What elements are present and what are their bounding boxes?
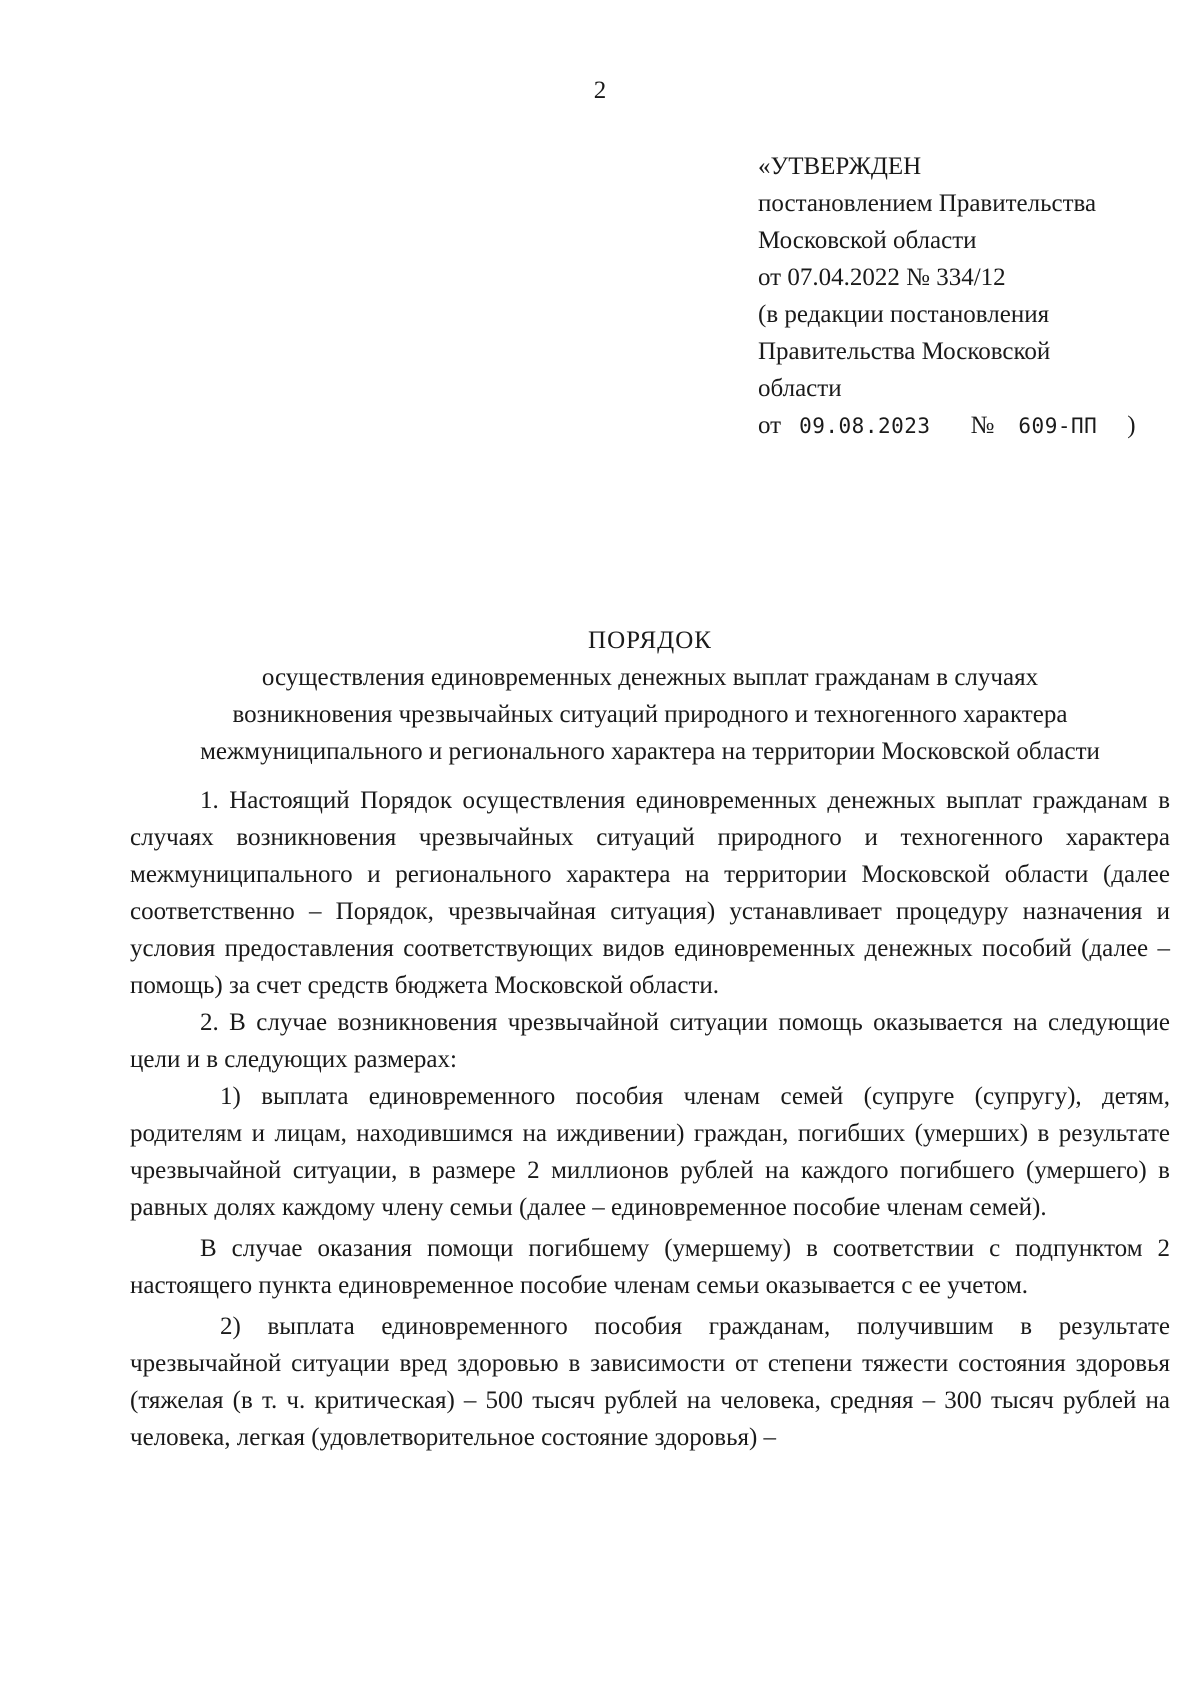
number-sign: № [970,412,995,439]
approval-line: Московской области [758,227,977,254]
document-subtitle-line: межмуниципального и регионального характера на территории Московской области [200,738,1100,765]
approval-line: постановлением Правительства [758,190,1097,217]
amendment-number: 609-ПП [1018,414,1098,438]
approval-line: Правительства Московской [758,338,1051,365]
document-title: ПОРЯДОК [588,627,712,654]
closing-paren: ) [1127,412,1136,439]
page-number: 2 [593,77,607,104]
approval-line: «УТВЕРЖДЕН [758,153,922,180]
paragraph-2: 2. В случае возникновения чрезвычайной ситуации помощь оказывается на следующие цели и в следующих размерах: [130,1009,1170,1073]
subparagraph-2: 2) выплата единовременного пособия гражданам, получившим в результате чрезвычайной ситуации вред здоровью в зависимости от степени тяжести состояния здоровья (тяжелая (в т. ч. критическая) – 500 тысяч рублей на человека, средняя – 300 тысяч рублей на человека, легкая (удовлетворительное состояние здоровья) – [130,1313,1170,1451]
approval-line: области [758,375,842,402]
subparagraph-1: 1) выплата единовременного пособия членам семей (супруге (супругу), детям, родителям и лицам, находившимся на иждивении) граждан, погибших (умерших) в результате чрезвычайной ситуации, в размере 2 миллионов рублей на каждого погибшего (умершего) в равных долях каждому члену семьи (далее – единовременное пособие членам семей). [130,1083,1170,1221]
document-subtitle-line: возникновения чрезвычайных ситуаций природного и техногенного характера [232,701,1068,728]
paragraph-1: 1. Настоящий Порядок осуществления единовременных денежных выплат гражданам в случаях возникновения чрезвычайных ситуаций природного и техногенного характера межмуниципального и регионального характера на территории Московской области (далее соответственно – Порядок, чрезвычайная ситуация) устанавливает процедуру назначения и условия предоставления соответствующих видов единовременных денежных пособий (далее – помощь) за счет средств бюджета Московской области. [130,787,1170,999]
document-heading [130,622,1170,770]
date-prefix: от [758,412,782,439]
approval-stamp-block [758,148,1178,445]
amendment-date: 09.08.2023 [799,414,931,438]
document-subtitle-line: осуществления единовременных денежных выплат гражданам в случаях [261,664,1039,691]
document-body [130,782,1170,1456]
approval-line: (в редакции постановления [758,301,1050,328]
approval-line: от 07.04.2022 № 334/12 [758,264,1006,291]
paragraph-note: В случае оказания помощи погибшему (умершему) в соответствии с подпунктом 2 настоящего пункта единовременное пособие членам семьи оказывается с ее учетом. [130,1235,1170,1299]
amendment-date-line [758,407,1178,445]
